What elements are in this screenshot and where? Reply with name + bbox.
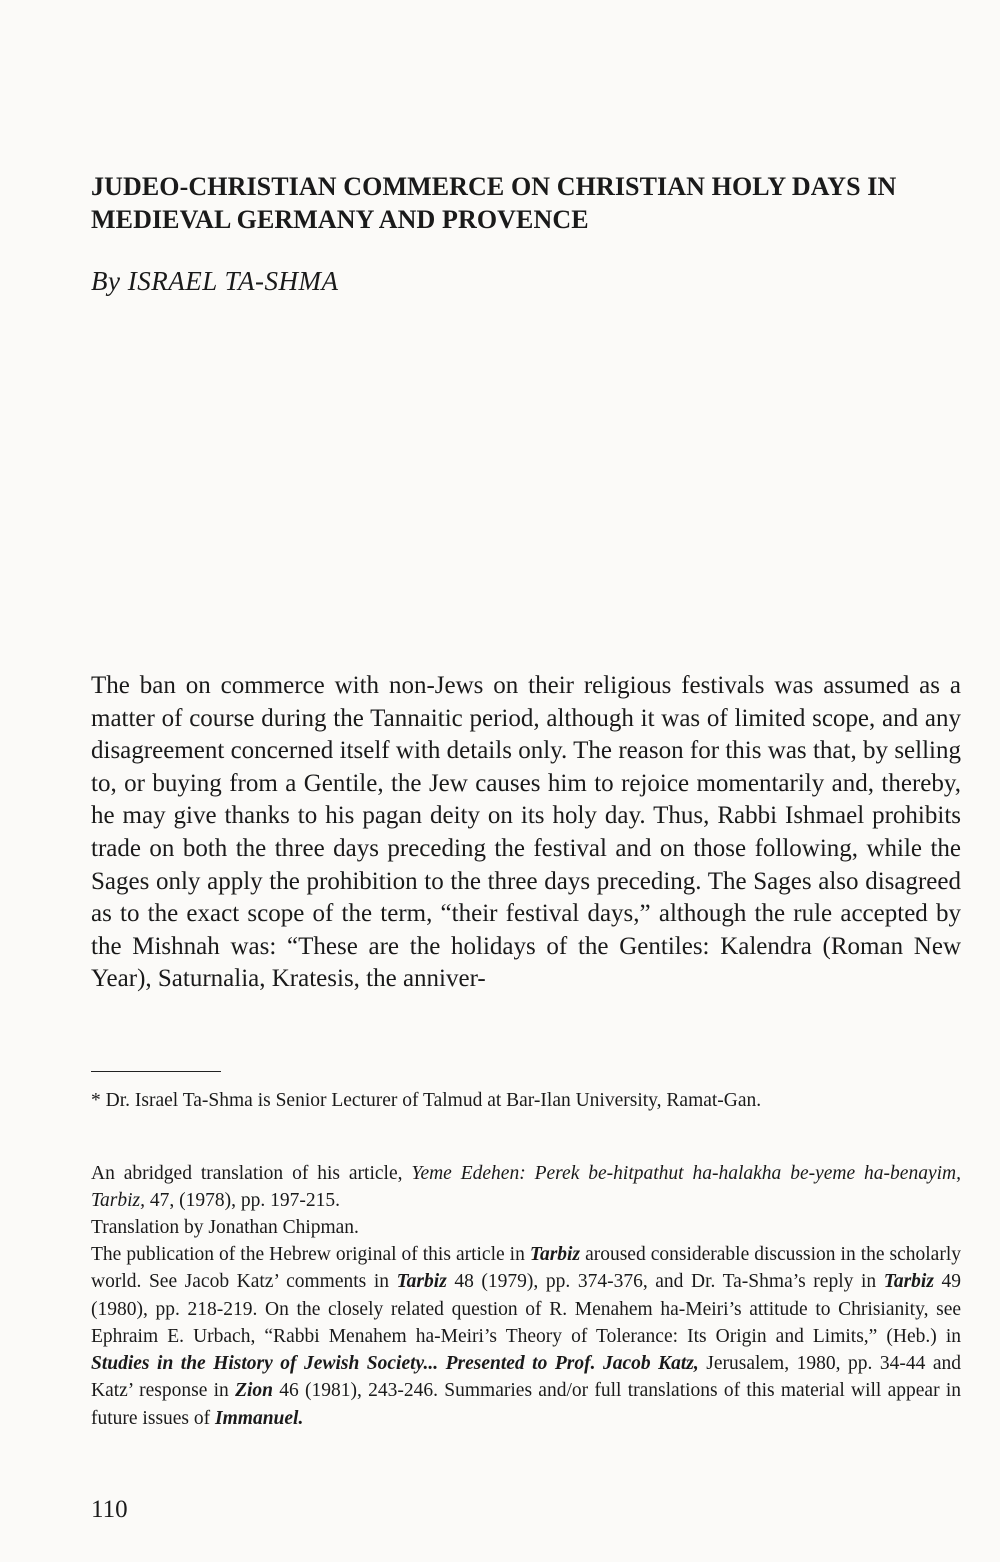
article-title: JUDEO-CHRISTIAN COMMERCE ON CHRISTIAN HOLY DAYS IN MEDIEVAL GERMANY AND PROVENCE [91, 172, 897, 234]
page-number: 110 [91, 1496, 128, 1523]
footnote-text: The publication of the Hebrew original of this article in [91, 1244, 530, 1265]
body-paragraph: The ban on commerce with non-Jews on their religious festivals was assumed as a matter of course during the Tannaitic period, although it was of limited scope, and any disagreement concerned itself with details only. The reason for this was that, by selling to, or buying from a Gentile, the Jew causes him to rejoice momentarily and, thereby, he may give thanks to his pagan deity on its holy day. Thus, Rabbi Ishmael prohibits trade on both the three days preceding the festival and on those following, while the Sages only apply the prohibition to the three days preceding. The Sages also disagreed as to the exact scope of the term, “their festival days,” although the rule accepted by the Mishnah was: “These are the holidays of the Gentiles: Kalendra (Roman New Year), Saturnalia, Kratesis, the anniver- [91, 672, 961, 993]
footnote-publication-discussion [91, 1241, 961, 1432]
footnote-text: An abridged translation of his article, [91, 1163, 412, 1184]
journal-title: Tarbiz [883, 1271, 934, 1293]
journal-title: Immanuel. [215, 1407, 304, 1429]
footnote-text: 48 (1979), pp. 374-376, and Dr. Ta-Shma’s reply in [446, 1271, 884, 1293]
footnote-text: 46 (1981), 243-246. Summaries and/or full translations of this material will appear in future issues of [91, 1380, 961, 1429]
footnote-text: aroused considerable discussion in the scholarly world. See Jacob Katz’ comments in [91, 1244, 962, 1293]
footnote-divider [91, 1071, 221, 1072]
footnote-citation-title: Yeme Edehen: Perek be-hitpathut ha-halakha be-yeme ha-benayim, Tarbiz, [91, 1163, 961, 1212]
footnote-text: Jerusalem, 1980, pp. 34-44 and Katz’ response in [91, 1353, 961, 1402]
footnote-author-note: * Dr. Israel Ta-Shma is Senior Lecturer of Talmud at Bar-Ilan University, Ramat-Gan. [91, 1090, 762, 1111]
footnote-translator: Translation by Jonathan Chipman. [91, 1217, 359, 1238]
footnote-text: 47, (1978), pp. 197-215. [145, 1190, 341, 1212]
book-title: Studies in the History of Jewish Society... Presented to Prof. Jacob Katz, [91, 1353, 699, 1375]
journal-title: Zion [235, 1380, 273, 1402]
author-byline: By ISRAEL TA-SHMA [91, 266, 339, 296]
journal-title: Tarbiz [529, 1244, 581, 1265]
footnote-translation-source [91, 1160, 961, 1215]
footnote-text: 49 (1980), pp. 218-219. On the closely related question of R. Menahem ha-Meiri’s attitude to Chrisianity, see Ephraim E. Urbach, “Rabbi Menahem ha-Meiri’s Theory of Tolerance: Its Origin and Limits,” (Heb.) in [91, 1271, 961, 1347]
journal-title: Tarbiz [396, 1271, 447, 1293]
